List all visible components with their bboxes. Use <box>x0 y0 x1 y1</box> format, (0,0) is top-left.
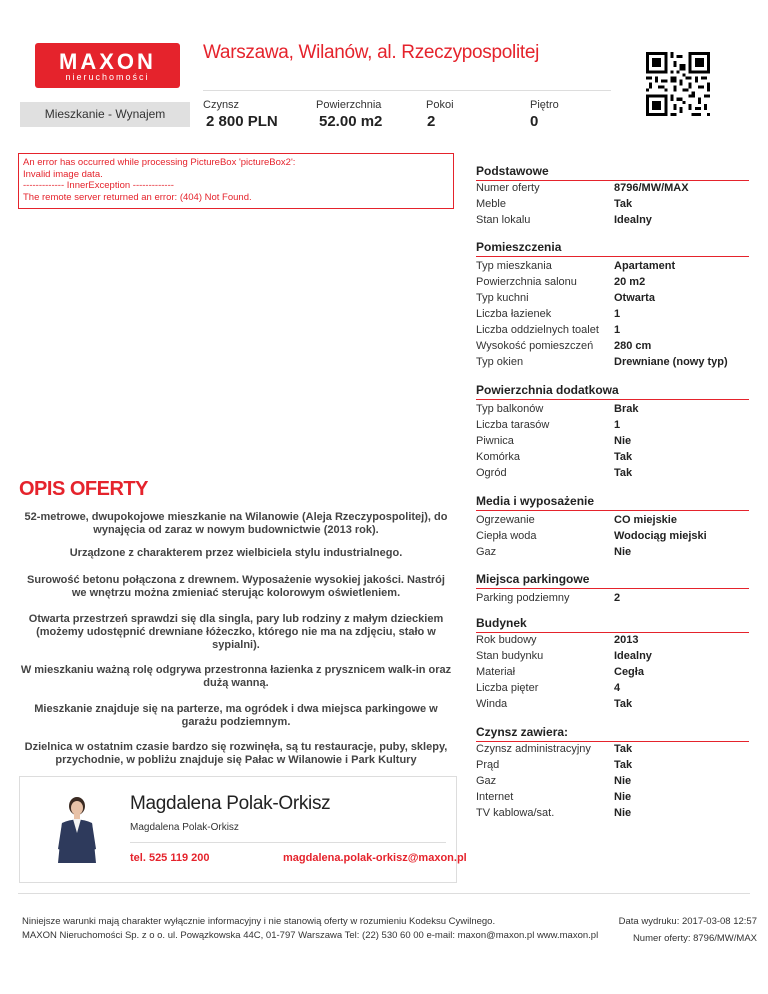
detail-row <box>476 401 756 417</box>
detail-value: Tak <box>614 759 633 771</box>
detail-value: 8796/MW/MAX <box>614 182 689 194</box>
detail-label: Stan lokalu <box>476 214 531 226</box>
detail-value: Nie <box>614 775 632 787</box>
detail-value: Brak <box>614 403 639 415</box>
detail-row <box>476 544 756 560</box>
detail-row <box>476 773 756 789</box>
summary-area-label: Powierzchnia <box>316 99 382 111</box>
summary-rooms-label: Pokoi <box>426 99 454 111</box>
detail-value: Drewniane (nowy typ) <box>614 356 728 368</box>
logo-tagline: nieruchomości <box>65 72 150 82</box>
summary-rooms-value: 2 <box>427 113 436 130</box>
summary-area-value: 52.00 m2 <box>319 113 383 130</box>
divider <box>203 90 611 91</box>
detail-label: Liczba łazienek <box>476 308 552 320</box>
description-paragraph: Dzielnica w ostatnim czasie bardzo się rozwinęła, są tu restauracje, puby, sklepy, przychodnie, w pobliżu znajduje się Pałac w Wilanowie i Park Kultury <box>24 741 448 766</box>
detail-value: Wodociąg miejski <box>614 530 707 542</box>
detail-row <box>476 212 756 228</box>
detail-value: Apartament <box>614 260 676 272</box>
footer-company-info: MAXON Nieruchomości Sp. z o o. ul. Powązkowska 44C, 01-797 Warszawa Tel: (22) 530 60 00 e-mail: maxon@maxon.pl www.maxon.pl <box>22 930 599 941</box>
detail-label: Wysokość pomieszczeń <box>476 340 594 352</box>
detail-row <box>476 632 756 648</box>
detail-label: Gaz <box>476 775 497 787</box>
detail-label: Powierzchnia salonu <box>476 276 577 288</box>
detail-value: Cegła <box>614 666 644 678</box>
description-paragraph: Urządzone z charakterem przez wielbiciela stylu industrialnego. <box>69 547 403 559</box>
detail-label: Typ kuchni <box>476 292 529 304</box>
detail-row <box>476 322 756 338</box>
summary-floor-value: 0 <box>530 113 539 130</box>
detail-label: Liczba oddzielnych toalet <box>476 324 599 336</box>
detail-value: Nie <box>614 807 632 819</box>
detail-label: Piwnica <box>476 435 514 447</box>
error-line-1: An error has occurred while processing PictureBox 'pictureBox2': <box>23 157 296 168</box>
image-error-message <box>18 153 454 209</box>
detail-label: Parking podziemny <box>476 592 570 604</box>
summary-rent-value: 2 800 PLN <box>206 113 278 130</box>
detail-row <box>476 338 756 354</box>
detail-value: Tak <box>614 698 633 710</box>
detail-label: Typ balkonów <box>476 403 544 415</box>
detail-value: 2013 <box>614 634 639 646</box>
detail-row <box>476 306 756 322</box>
error-line-4: The remote server returned an error: (404) Not Found. <box>23 191 252 203</box>
detail-label: Numer oferty <box>476 182 540 194</box>
detail-value: 1 <box>614 308 621 320</box>
detail-value: Tak <box>614 743 633 755</box>
detail-label: Czynsz administracyjny <box>476 743 591 755</box>
detail-row <box>476 433 756 449</box>
qr-code-icon <box>646 52 710 116</box>
detail-label: Ogród <box>476 467 507 479</box>
detail-row <box>476 512 756 528</box>
detail-value: 4 <box>614 682 621 694</box>
detail-label: Liczba pięter <box>476 682 539 694</box>
section-title-budynek: Budynek <box>476 616 749 633</box>
detail-row <box>476 757 756 773</box>
footer-print-date: Data wydruku: 2017-03-08 12:57 <box>618 916 757 927</box>
footer-offer-number: Numer oferty: 8796/MW/MAX <box>632 933 757 944</box>
detail-label: TV kablowa/sat. <box>476 807 555 819</box>
description-paragraph: 52-metrowe, dwupokojowe mieszkanie na Wilanowie (Aleja Rzeczypospolitej), do wynajęcia od zaraz w nowym budownictwie (2013 rok). <box>24 511 448 536</box>
detail-label: Stan budynku <box>476 650 544 662</box>
detail-value: Nie <box>614 791 632 803</box>
detail-row <box>476 664 756 680</box>
detail-row <box>476 590 756 606</box>
description-paragraph: Mieszkanie znajduje się na parterze, ma ogródek i dwa miejsca parkingowe w garażu podziemnym. <box>34 703 438 728</box>
property-address: Warszawa, Wilanów, al. Rzeczypospolitej <box>203 42 540 63</box>
detail-label: Prąd <box>476 759 500 771</box>
detail-label: Typ okien <box>476 356 524 368</box>
detail-label: Meble <box>476 198 506 210</box>
detail-row <box>476 180 756 196</box>
error-line-3: ------------- InnerException ------------- <box>23 180 174 191</box>
detail-row <box>476 354 756 370</box>
description-paragraph: W mieszkaniu ważną rolę odgrywa przestronna łazienka z prysznicem walk-in oraz dużą wanną. <box>20 664 452 689</box>
detail-label: Ciepła woda <box>476 530 537 542</box>
section-title-powierzchnia-dodatkowa: Powierzchnia dodatkowa <box>476 383 749 400</box>
footer-disclaimer: Niniejsze warunki mają charakter wyłącznie informacyjny i nie stanowią oferty w rozumieniu Kodeksu Cywilnego. <box>22 916 496 927</box>
agent-subname: Magdalena Polak-Orkisz <box>130 822 239 833</box>
detail-label: Typ mieszkania <box>476 260 552 272</box>
agent-photo <box>42 789 112 863</box>
divider <box>18 893 750 894</box>
detail-value: Nie <box>614 435 632 447</box>
description-title: OPIS OFERTY <box>19 478 148 500</box>
detail-label: Gaz <box>476 546 497 558</box>
section-title-parking: Miejsca parkingowe <box>476 572 749 589</box>
detail-label: Materiał <box>476 666 516 678</box>
divider <box>130 842 446 843</box>
detail-row <box>476 274 756 290</box>
detail-value: Tak <box>614 198 633 210</box>
description-paragraph: Surowość betonu połączona z drewnem. Wyposażenie wysokiej jakości. Nastrój we wnętrzu można zmieniać sterując kolorowym oświetleniem. <box>27 574 445 599</box>
detail-value: 1 <box>614 324 621 336</box>
logo-brand: MAXON <box>59 49 156 74</box>
detail-label: Ogrzewanie <box>476 514 535 526</box>
agent-name: Magdalena Polak-Orkisz <box>130 793 331 814</box>
detail-value: Tak <box>614 467 633 479</box>
offer-type-badge: Mieszkanie - Wynajem <box>20 102 190 127</box>
detail-value: CO miejskie <box>614 514 677 526</box>
summary-rent-label: Czynsz <box>203 99 240 111</box>
section-title-czynsz-zawiera: Czynsz zawiera: <box>476 725 749 742</box>
detail-value: Idealny <box>614 650 652 662</box>
detail-value: 1 <box>614 419 621 431</box>
detail-row <box>476 417 756 433</box>
detail-row <box>476 258 756 274</box>
detail-row <box>476 465 756 481</box>
description-paragraph: Otwarta przestrzeń sprawdzi się dla singla, pary lub rodziny z małym dzieckiem (możemy udostępnić drewniane łóżeczko, którego nie ma na zdjęciu, stało w sypialni). <box>28 613 444 651</box>
detail-value: Idealny <box>614 214 652 226</box>
maxon-logo <box>35 43 180 88</box>
detail-value: 2 <box>614 592 621 604</box>
detail-row <box>476 805 756 821</box>
detail-value: Otwarta <box>614 292 655 304</box>
agent-phone-link[interactable]: tel. 525 119 200 <box>130 852 210 864</box>
summary-floor-label: Piętro <box>530 99 559 111</box>
detail-row <box>476 290 756 306</box>
detail-row <box>476 449 756 465</box>
detail-row <box>476 196 756 212</box>
section-title-media: Media i wyposażenie <box>476 494 749 511</box>
detail-row <box>476 696 756 712</box>
detail-row <box>476 528 756 544</box>
detail-row <box>476 741 756 757</box>
error-line-2: Invalid image data. <box>23 168 103 180</box>
detail-value: Nie <box>614 546 632 558</box>
detail-row <box>476 648 756 664</box>
detail-value: 280 cm <box>614 340 652 352</box>
detail-label: Komórka <box>476 451 521 463</box>
section-title-pomieszczenia: Pomieszczenia <box>476 240 749 257</box>
detail-value: Tak <box>614 451 633 463</box>
detail-row <box>476 789 756 805</box>
detail-label: Winda <box>476 698 508 710</box>
detail-label: Rok budowy <box>476 634 537 646</box>
detail-label: Internet <box>476 791 514 803</box>
section-title-podstawowe: Podstawowe <box>476 164 749 181</box>
detail-row <box>476 680 756 696</box>
agent-email-link[interactable]: magdalena.polak-orkisz@maxon.pl <box>283 852 467 864</box>
detail-value: 20 m2 <box>614 276 646 288</box>
detail-label: Liczba tarasów <box>476 419 550 431</box>
